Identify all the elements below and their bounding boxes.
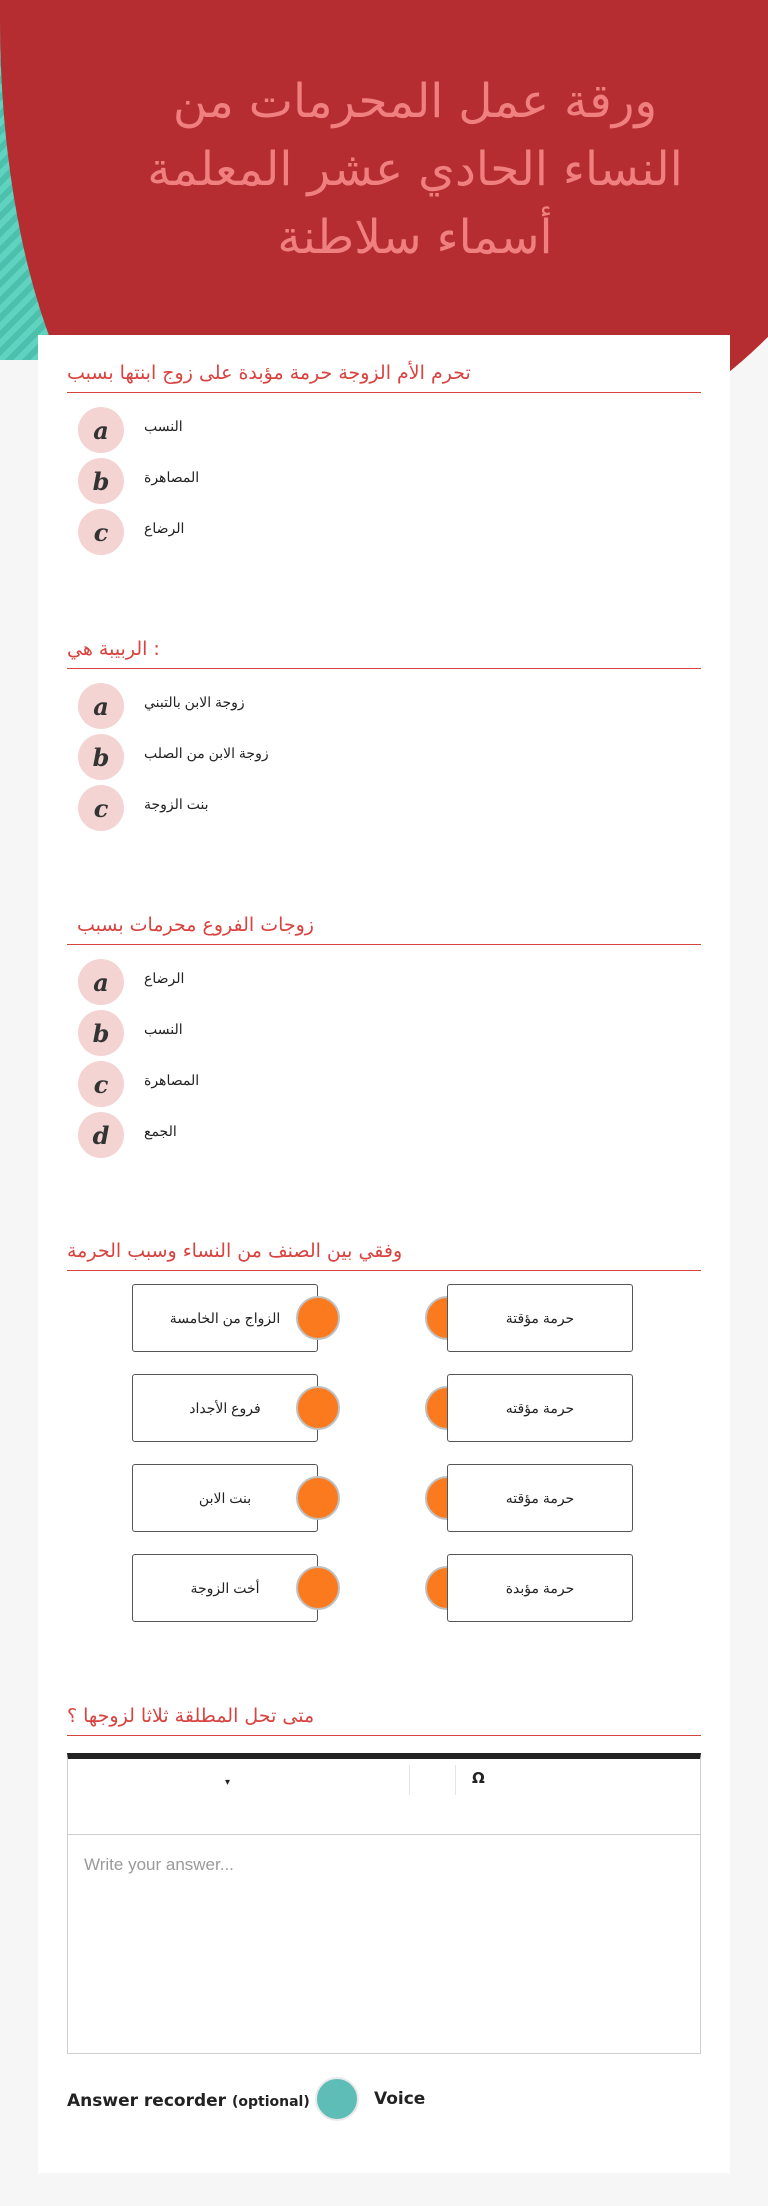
match-label: أخت الزوجة	[190, 1579, 260, 1596]
worksheet-card	[38, 335, 730, 2173]
option-b[interactable]	[67, 456, 701, 507]
option-d[interactable]	[67, 1110, 701, 1161]
option-c[interactable]	[67, 783, 701, 834]
question-title: الربيبة هي :	[67, 630, 701, 669]
option-label: زوجة الابن من الصلب	[144, 745, 269, 761]
option-a[interactable]	[67, 405, 701, 456]
question-title: متى تحل المطلقة ثلاثا لزوجها ؟	[67, 1697, 701, 1736]
option-b[interactable]	[67, 1008, 701, 1059]
match-label: حرمة مؤقته	[505, 1489, 575, 1506]
option-a[interactable]	[67, 957, 701, 1008]
question-1	[67, 354, 701, 558]
option-letter-badge: b	[78, 458, 124, 504]
recorder-optional: (optional)	[231, 2094, 310, 2110]
option-letter-badge: c	[78, 1061, 124, 1107]
option-label: المصاهرة	[144, 469, 200, 485]
match-left-item[interactable]	[132, 1464, 318, 1532]
option-c[interactable]	[67, 507, 701, 558]
match-right-item[interactable]	[447, 1284, 633, 1352]
option-letter-badge: d	[78, 1112, 124, 1158]
match-label: حرمة مؤبدة	[505, 1579, 575, 1596]
option-letter-badge: a	[78, 683, 124, 729]
option-label: الجمع	[144, 1123, 177, 1139]
match-label: بنت الابن	[198, 1489, 252, 1506]
match-left-item[interactable]	[132, 1554, 318, 1622]
option-label: النسب	[144, 418, 183, 434]
option-letter-badge: c	[78, 509, 124, 555]
answer-textarea[interactable]: Write your answer...	[84, 1855, 234, 1874]
question-title: وفقي بين الصنف من النساء وسبب الحرمة	[67, 1232, 701, 1271]
toolbar-divider	[409, 1765, 410, 1795]
toolbar-divider	[455, 1765, 456, 1795]
option-label: الرضاع	[144, 520, 185, 536]
match-right-item[interactable]	[447, 1374, 633, 1442]
option-label: المصاهرة	[144, 1072, 200, 1088]
match-label: حرمة مؤقته	[505, 1399, 575, 1416]
match-label: حرمة مؤقتة	[505, 1309, 575, 1326]
page-title: ورقة عمل المحرمات من النساء الحادي عشر المعلمة أسماء سلاطنة	[147, 74, 683, 265]
option-letter-badge: b	[78, 1010, 124, 1056]
option-letter-badge: a	[78, 959, 124, 1005]
match-right-item[interactable]	[447, 1464, 633, 1532]
option-letter-badge: c	[78, 785, 124, 831]
match-label: الزواج من الخامسة	[169, 1309, 281, 1326]
option-a[interactable]	[67, 681, 701, 732]
matching-question	[67, 1232, 701, 1612]
question-title: تحرم الأم الزوجة حرمة مؤبدة على زوج ابنتها بسبب	[67, 354, 701, 393]
match-label: فروع الأجداد	[189, 1399, 261, 1416]
voice-record-button[interactable]	[315, 2077, 359, 2121]
voice-label: Voice	[374, 2089, 426, 2109]
option-b[interactable]	[67, 732, 701, 783]
answer-editor	[67, 1753, 701, 2054]
match-left-connector[interactable]	[296, 1386, 340, 1430]
option-label: الرضاع	[144, 970, 185, 986]
match-left-item[interactable]	[132, 1374, 318, 1442]
recorder-title: Answer recorder	[67, 2091, 227, 2111]
option-c[interactable]	[67, 1059, 701, 1110]
recorder-label	[67, 2091, 323, 2111]
question-2	[67, 630, 701, 834]
format-dropdown-icon[interactable]: ▾	[225, 1777, 231, 1788]
match-left-connector[interactable]	[296, 1476, 340, 1520]
option-letter-badge: b	[78, 734, 124, 780]
question-3	[67, 906, 701, 1161]
open-question	[67, 1697, 701, 1736]
option-label: النسب	[144, 1021, 183, 1037]
match-left-item[interactable]	[132, 1284, 318, 1352]
match-left-connector[interactable]	[296, 1296, 340, 1340]
question-title: زوجات الفروع محرمات بسبب	[67, 906, 701, 945]
option-label: بنت الزوجة	[144, 796, 209, 812]
option-letter-badge: a	[78, 407, 124, 453]
special-character-icon[interactable]: Ω	[472, 1769, 485, 1787]
match-right-item[interactable]	[447, 1554, 633, 1622]
answer-recorder	[67, 2077, 701, 2121]
editor-toolbar	[68, 1759, 700, 1835]
match-left-connector[interactable]	[296, 1566, 340, 1610]
option-label: زوجة الابن بالتبني	[144, 694, 245, 710]
